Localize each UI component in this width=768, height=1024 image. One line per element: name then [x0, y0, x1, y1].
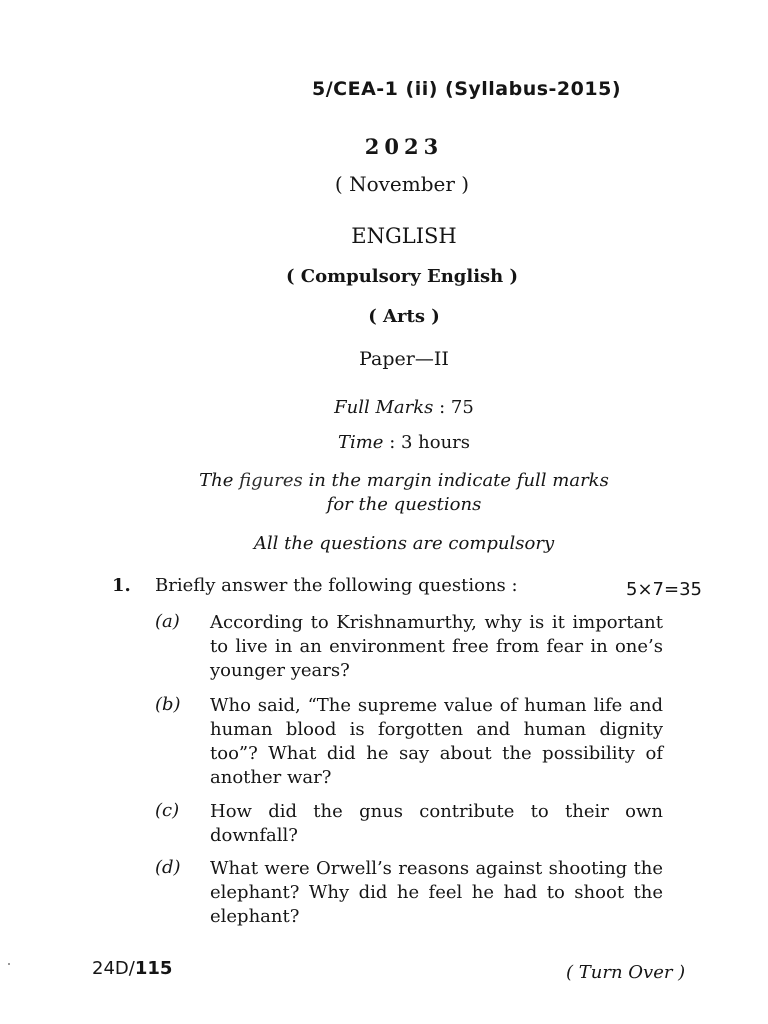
- stream-title: ( Arts ): [368, 306, 440, 327]
- turn-over-note: ( Turn Over ): [566, 962, 686, 983]
- paper-code: 5/CEA-1 (ii) (Syllabus-2015): [312, 78, 622, 100]
- subquestion-text: Who said, “The supreme value of human life and human blood is forgotten and human dignity too”? What did he say about the possibility of another war?: [210, 695, 663, 788]
- instruction-text-a: The: [199, 470, 240, 491]
- compulsory-instruction: All the questions are compulsory: [253, 533, 555, 554]
- full-marks: [20, 397, 768, 418]
- marks-instruction-line-1: [20, 469, 768, 493]
- paper-number: Paper—II: [359, 348, 449, 370]
- subquestion-text: How did the gnus contribute to their own downfall?: [210, 801, 663, 846]
- footer-code-number: 115: [134, 958, 173, 979]
- subquestion-label: (b): [155, 694, 181, 715]
- question-number: 1.: [112, 575, 131, 596]
- question-text: Briefly answer the following questions :: [155, 575, 518, 596]
- marks-instruction-line-2: for the questions: [326, 494, 482, 515]
- footer-code-prefix: 24D/: [92, 958, 135, 979]
- subject-title: ENGLISH: [351, 224, 457, 248]
- margin-dot: [8, 963, 10, 965]
- exam-year: 2023: [364, 134, 444, 159]
- subquestion-text: According to Krishnamurthy, why is it important to live in an environment free from fear in one’s younger years?: [210, 612, 663, 681]
- full-marks-value: : 75: [439, 397, 474, 418]
- question-marks: 5×7=35: [626, 579, 702, 600]
- subquestion-label: (c): [155, 800, 180, 821]
- course-title: ( Compulsory English ): [285, 266, 519, 287]
- marks-instruction: [20, 469, 768, 517]
- time-label: Time: [337, 432, 384, 453]
- subquestion-text: What were Orwell’s reasons against shooting the elephant? Why did he feel he had to shoot the elephant?: [210, 858, 663, 927]
- time-value: : 3 hours: [389, 432, 471, 453]
- exam-time: [20, 432, 768, 453]
- instruction-text-b: figures: [239, 470, 303, 491]
- instruction-text-c: in the margin indicate full marks: [302, 470, 609, 491]
- exam-month: ( November ): [334, 172, 470, 196]
- subquestion-label: (a): [155, 611, 180, 632]
- full-marks-label: Full Marks: [334, 397, 434, 418]
- footer-code: [92, 958, 172, 979]
- subquestion-label: (d): [155, 857, 181, 878]
